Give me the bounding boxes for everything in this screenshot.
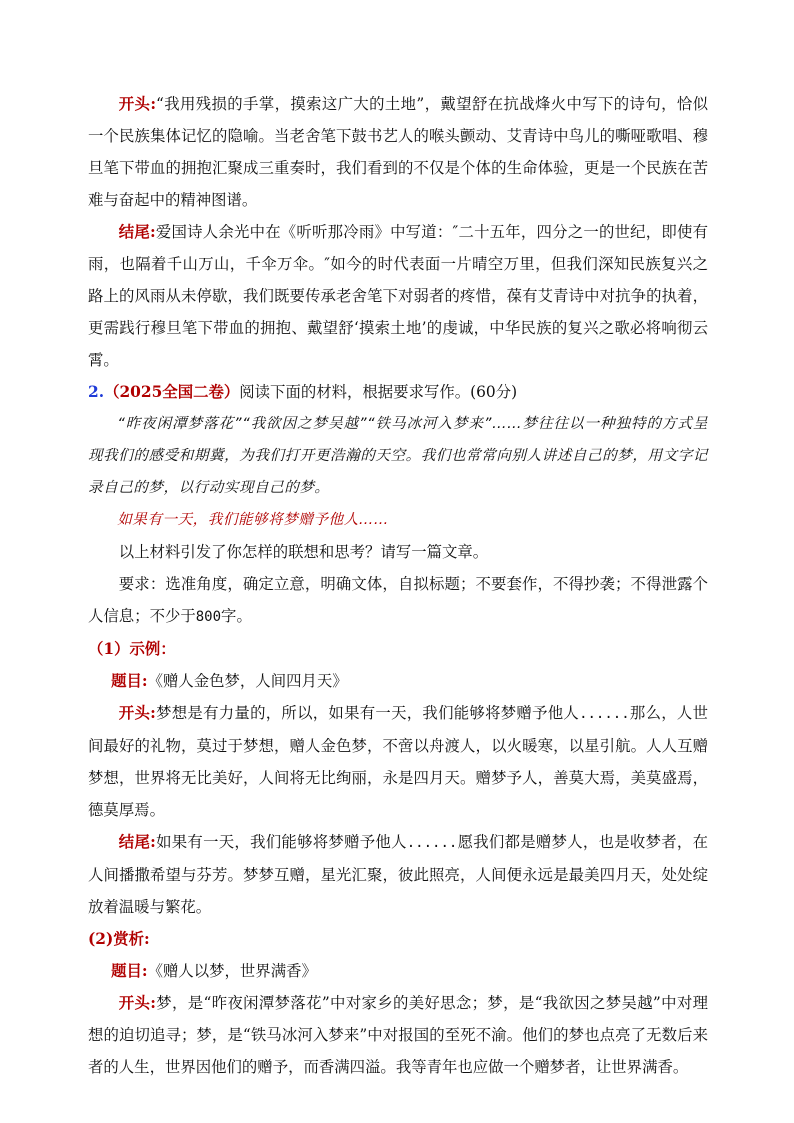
analysis-opening (88, 987, 708, 1083)
question-material-red: 如果有一天，我们能够将梦赠予他人…… (117, 511, 389, 528)
example-ending-ellipsis: ...... (406, 835, 458, 851)
example-opening-text-a: 梦想是有力量的，所以，如果有一天，我们能够将梦赠予他人 (155, 704, 580, 722)
analysis-title (88, 955, 708, 987)
example-opening (88, 697, 708, 826)
analysis-title-text: 《赠人以梦，世界满香》 (147, 962, 317, 980)
example-ending-label: 结尾: (118, 833, 156, 851)
question-instruction: 以上材料引发了你怎样的联想和思考？请写一篇文章。 (118, 543, 489, 561)
example-heading (88, 633, 708, 665)
requirement-text: 要求：选准角度，确定立意，明确文体，自拟标题；不要套作，不得抄袭；不得泄露个人信息；不少于 (88, 575, 708, 625)
example-title (88, 665, 708, 697)
example-ending (88, 826, 708, 923)
example-opening-label: 开头: (118, 704, 156, 722)
requirement-number: 800 (195, 609, 222, 625)
example-opening-ellipsis: ...... (579, 706, 630, 722)
opening-text: “我用残损的手掌，摸索这广大的土地”，戴望舒在抗战烽火中写下的诗句，恰似一个民族集体记忆的隐喻。当老舍笔下鼓书艺人的喉头颤动、艾青诗中鸟儿的嘶哑歌唱、穆旦笔下带血的拥抱汇聚成三重奏时，我们看到的不仅是个体的生命体验，更是一个民族在苦难与奋起中的精神图谱。 (88, 95, 708, 209)
analysis-title-label: 题目: (111, 962, 148, 980)
example-title-text: 《赠人金色梦，人间四月天》 (147, 672, 348, 690)
question2-header (88, 376, 708, 408)
analysis-opening-text: 梦，是“昨夜闲潭梦落花”中对家乡的美好思念；梦，是“我欲因之梦吴越”中对理想的迫切追寻；梦，是“铁马冰河入梦来”中对报国的至死不渝。他们的梦也点亮了无数后来者的人生，世界因他们的赠予，而香满四溢。我等青年也应做一个赠梦者，让世界满香。 (88, 994, 708, 1076)
example-heading-text: （1）示例： (88, 640, 176, 658)
question-number: 2. (88, 383, 105, 401)
example-opening-text-b: 那么，人世间最好的礼物，莫过于梦想，赠人金色梦，不啻以舟渡人，以火暖寒，以星引航。人人互赠梦想，世界将无比美好，人间将无比绚丽，永是四月天。赠梦予人，善莫大焉，美莫盛焉，德莫厚焉。 (88, 704, 708, 819)
example-ending-text-a: 如果有一天，我们能够将梦赠予他人 (155, 833, 407, 851)
example-ending-text-b: 愿我们都是赠梦人，也是收梦者，在人间播撒希望与芬芳。梦梦互赠，星光汇聚，彼此照亮，人间便永远是最美四月天，处处绽放着温暖与繁花。 (88, 833, 708, 916)
question-prompt: 阅读下面的材料，根据要求写作。 (239, 383, 471, 401)
question-score: (60分) (470, 383, 518, 401)
question-requirement (88, 568, 708, 633)
analysis-heading (88, 923, 708, 955)
opening-label: 开头: (118, 95, 157, 113)
requirement-tail: 字。 (221, 607, 252, 625)
analysis-opening-label: 开头: (118, 994, 156, 1012)
example-title-label: 题目: (111, 672, 148, 690)
section1-opening (88, 88, 708, 216)
section1-ending (88, 216, 708, 376)
analysis-heading-text: (2)赏析: (88, 930, 150, 948)
document-page (88, 88, 708, 1083)
ending-label: 结尾: (118, 223, 156, 241)
question-material: “昨夜闲潭梦落花”“我欲因之梦吴越”“铁马冰河入梦来”……梦往往以一种独特的方式呈现我们的感受和期冀，为我们打开更浩瀚的天空。我们也常常向别人讲述自己的梦，用文字记录自己的梦，以行动实现自己的梦。 (88, 415, 708, 496)
question-source: （2025全国二卷） (104, 383, 240, 401)
ending-text: 爱国诗人余光中在《听听那冷雨》中写道：″二十五年，四分之一的世纪，即使有雨，也隔着千山万山，千伞万伞。″如今的时代表面一片晴空万里，但我们深知民族复兴之路上的风雨从未停歇，我们既要传承老舍笔下对弱者的疼惜，葆有艾青诗中对抗争的执着，更需践行穆旦笔下带血的拥抱、戴望舒‘摸索土地’的虔诚，中华民族的复兴之歌必将响彻云霄。 (88, 223, 708, 369)
